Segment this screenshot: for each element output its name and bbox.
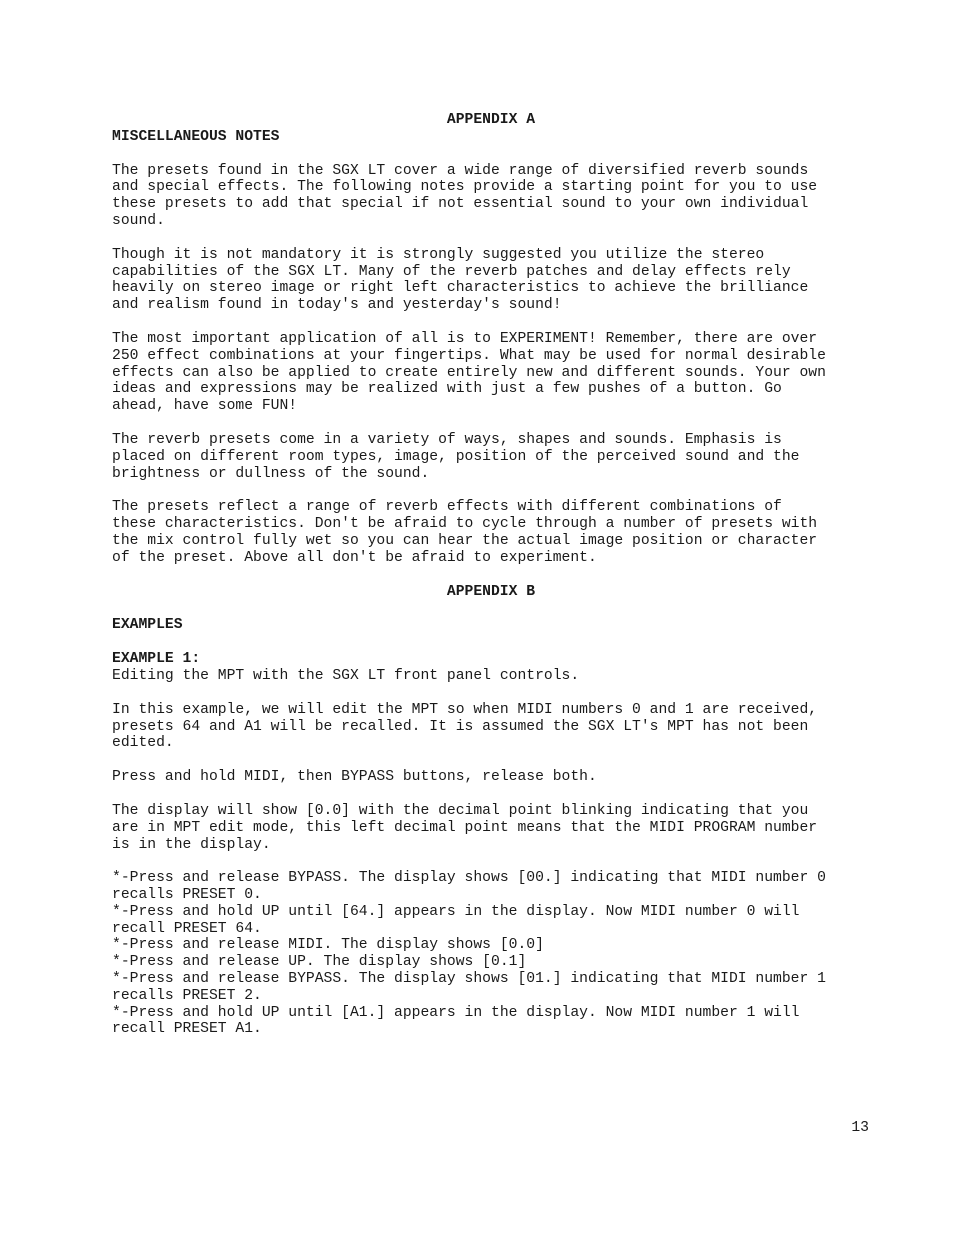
- step-item: *-Press and release MIDI. The display shows [0.0]: [112, 937, 544, 954]
- spacer: [112, 853, 882, 870]
- appendix-a-paragraph-4: The reverb presets come in a variety of ways, shapes and sounds. Emphasis is placed on different room types, image, position of the perceived sound and the brightness or dullness of the sound.: [112, 431, 800, 482]
- appendix-b-title: APPENDIX B: [446, 583, 536, 600]
- spacer: [112, 786, 882, 803]
- miscellaneous-notes-heading: MISCELLANEOUS NOTES: [112, 128, 280, 145]
- spacer: [112, 634, 882, 651]
- appendix-a-paragraph-3: The most important application of all is to EXPERIMENT! Remember, there are over 250 effect combinations at your fingertips. What may be used for normal desirable effects can also be applied to create entirely new and different sounds. Your own ideas and expressions may be realized with just a few pushes of a button. Go ahead, have some FUN!: [112, 330, 826, 415]
- spacer: [112, 230, 882, 247]
- spacer: [112, 752, 882, 769]
- spacer: [112, 146, 882, 163]
- example-paragraph-3: The display will show [0.0] with the decimal point blinking indicating that you are in MPT edit mode, this left decimal point means that the MIDI PROGRAM number is in the display.: [112, 802, 818, 853]
- spacer: [112, 567, 882, 584]
- step-item: *-Press and release BYPASS. The display shows [00.] indicating that MIDI number 0 recalls PRESET 0.: [112, 870, 826, 904]
- example-1-subtitle: Editing the MPT with the SGX LT front panel controls.: [112, 667, 580, 684]
- step-item: *-Press and hold UP until [A1.] appears in the display. Now MIDI number 1 will recall PRESET A1.: [112, 1004, 800, 1038]
- step-item: *-Press and release BYPASS. The display shows [01.] indicating that MIDI number 1 recalls PRESET 2.: [112, 971, 826, 1004]
- appendix-a-title: APPENDIX A: [446, 112, 536, 128]
- document-page: [112, 112, 882, 1038]
- appendix-a-paragraph-2: Though it is not mandatory it is strongly suggested you utilize the stereo capabilities of the SGX LT. Many of the reverb patches and delay effects rely heavily on stereo image or right left characteristics to achieve the brilliance and realism found in today's and yesterday's sound!: [112, 246, 809, 314]
- spacer: [112, 314, 882, 331]
- page-number: 13: [851, 1120, 869, 1136]
- example-paragraph-1: In this example, we will edit the MPT so when MIDI numbers 0 and 1 are received, presets 64 and A1 will be recalled. It is assumed the SGX LT's MPT has not been edited.: [112, 701, 818, 752]
- example-paragraph-2: Press and hold MIDI, then BYPASS buttons, release both.: [112, 769, 597, 786]
- spacer: [112, 415, 882, 432]
- spacer: [112, 482, 882, 499]
- appendix-a-paragraph-1: The presets found in the SGX LT cover a wide range of diversified reverb sounds and special effects. The following notes provide a starting point for you to use these presets to add that special if not essential sound to your own individual sound.: [112, 162, 818, 229]
- spacer: [112, 685, 882, 702]
- steps-list: [112, 870, 882, 1038]
- spacer: [112, 600, 882, 617]
- example-1-heading: EXAMPLE 1:: [112, 651, 201, 668]
- step-item: *-Press and release UP. The display shows [0.1]: [112, 954, 527, 971]
- appendix-a-paragraph-5: The presets reflect a range of reverb effects with different combinations of these characteristics. Don't be afraid to cycle through a number of presets with the mix control fully wet so you can hear the actual image position or character of the preset. Above all don't be afraid to experiment.: [112, 499, 818, 566]
- examples-heading: EXAMPLES: [112, 617, 183, 634]
- step-item: *-Press and hold UP until [64.] appears in the display. Now MIDI number 0 will recall PRESET 64.: [112, 903, 800, 937]
